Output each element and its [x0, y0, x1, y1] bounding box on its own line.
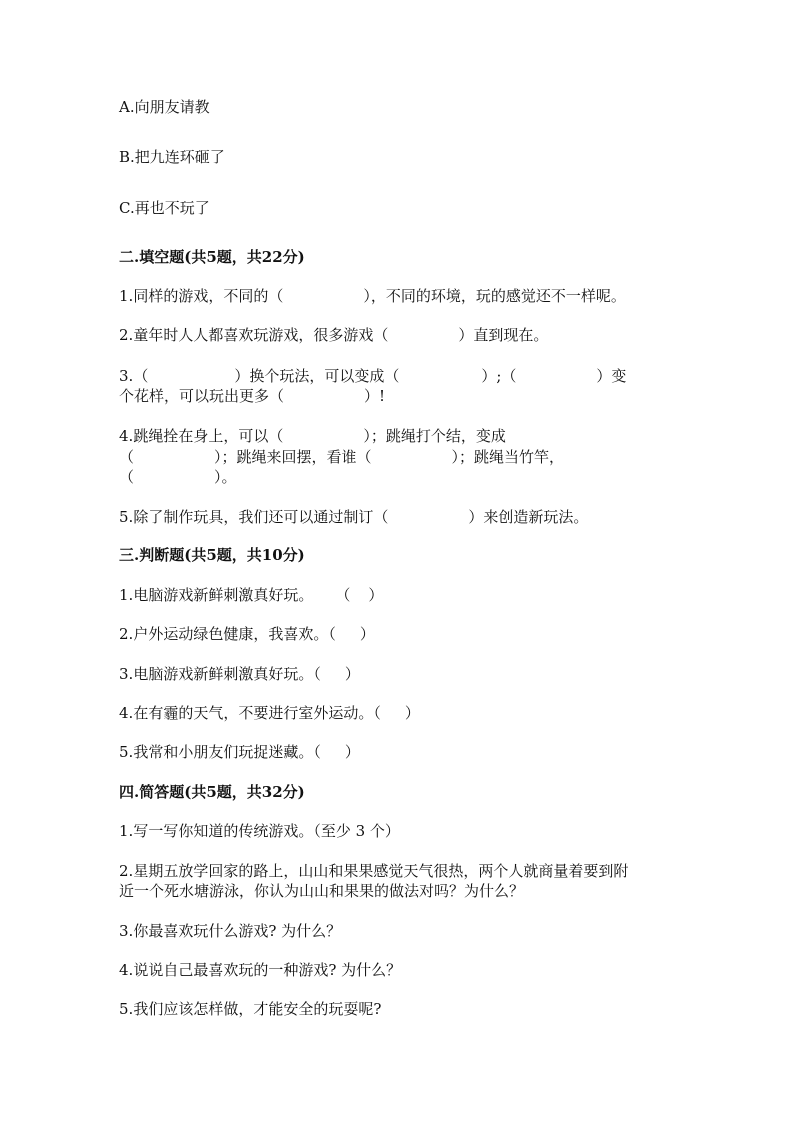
section3-heading: 三.判断题(共5题，共10分): [119, 546, 305, 564]
q-number: 2.: [119, 625, 134, 643]
short-q2-line2: 近一个死水塘游泳，你认为山山和果果的做法对吗？为什么？: [119, 882, 525, 900]
q-number: 4.: [119, 427, 134, 445]
q-number: 3.: [119, 922, 134, 940]
q-number: 2.: [119, 326, 134, 344]
fill-q4-line1: 4.跳绳拴在身上，可以（ ）；跳绳打个结，变成: [119, 427, 506, 445]
q-number: 1.: [119, 586, 134, 604]
judge-q2: 2.户外运动绿色健康，我喜欢。（ ）: [119, 625, 375, 643]
fill-q2: 2.童年时人人都喜欢玩游戏，很多游戏（ ）直到现在。: [119, 326, 549, 344]
short-q5: 5.我们应该怎样做，才能安全的玩耍呢?: [119, 1000, 382, 1018]
option-b: B.把九连环砸了: [119, 148, 225, 166]
q-number: 4.: [119, 704, 134, 722]
section4-heading: 四.简答题(共5题，共32分): [119, 783, 305, 801]
fill-q5: 5.除了制作玩具，我们还可以通过制订（ ）来创造新玩法。: [119, 508, 589, 526]
short-q3: 3.你最喜欢玩什么游戏? 为什么？: [119, 922, 342, 940]
judge-q5: 5.我常和小朋友们玩捉迷藏。（ ）: [119, 743, 360, 761]
fill-q3-line2: 个花样，可以玩出更多（ ）!: [119, 387, 386, 405]
option-c: C.再也不玩了: [119, 199, 210, 217]
short-q4: 4.说说自己最喜欢玩的一种游戏? 为什么？: [119, 961, 402, 979]
q-number: 1.: [119, 287, 134, 305]
q-number: 1.: [119, 822, 134, 840]
option-a: A.向朋友请教: [119, 98, 210, 116]
judge-q3: 3.电脑游戏新鲜刺激真好玩。（ ）: [119, 665, 360, 683]
fill-q4-line2: （ ）；跳绳来回摆，看谁（ ）；跳绳当竹竿，: [119, 448, 565, 466]
judge-q1: 1.电脑游戏新鲜刺激真好玩。 （ ）: [119, 586, 384, 604]
section2-heading: 二.填空题(共5题，共22分): [119, 248, 305, 266]
fill-q1: 1.同样的游戏，不同的（ ），不同的环境，玩的感觉还不一样呢。: [119, 287, 626, 305]
q-number: 2.: [119, 862, 134, 880]
short-q1: 1.写一写你知道的传统游戏。（至少 3 个）: [119, 822, 400, 840]
q-number: 5.: [119, 743, 134, 761]
fill-q3-line1: 3.（ ）换个玩法，可以变成（ ）;（ ）变: [119, 367, 627, 385]
q-number: 3.: [119, 367, 134, 385]
q-number: 4.: [119, 961, 134, 979]
q-number: 3.: [119, 665, 134, 683]
q-number: 5.: [119, 508, 134, 526]
judge-q4: 4.在有霾的天气，不要进行室外运动。（ ）: [119, 704, 420, 722]
q-number: 5.: [119, 1000, 134, 1018]
short-q2-line1: 2.星期五放学回家的路上，山山和果果感觉天气很热，两个人就商量着要到附: [119, 862, 629, 880]
fill-q4-line3: （ ）。: [119, 468, 237, 486]
